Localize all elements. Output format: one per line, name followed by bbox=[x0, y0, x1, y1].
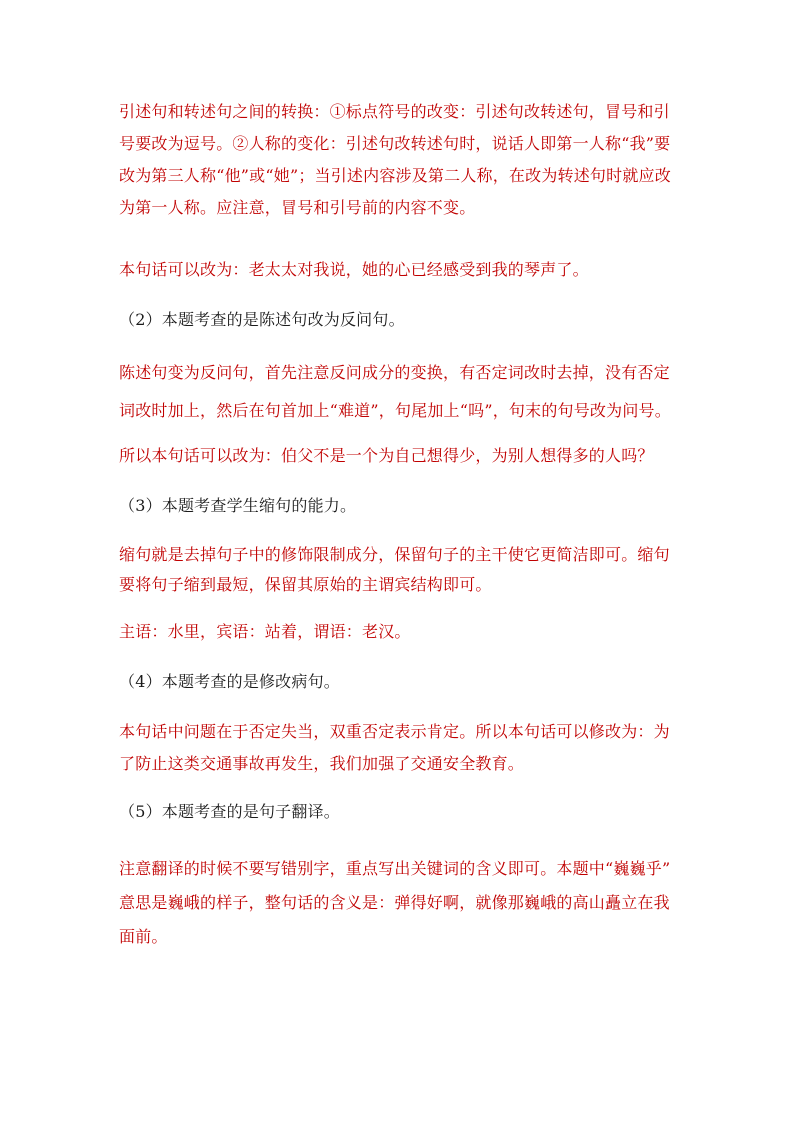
paragraph-translation bbox=[119, 852, 670, 954]
text-line: 缩句就是去掉句子中的修饰限制成分，保留句子的主干使它更简洁即可。缩句 bbox=[119, 545, 670, 564]
text-line: 为第一人称。应注意，冒号和引号前的内容不变。 bbox=[119, 198, 476, 217]
text-line: 意思是巍峨的样子，整句话的含义是：弹得好啊，就像那巍峨的高山矗立在我 bbox=[119, 893, 670, 912]
text-line: 所以本句话可以改为：伯父不是一个为自己想得少，为别人想得多的人吗？ bbox=[119, 446, 654, 465]
text-line: 号要改为逗号。②人称的变化：引述句改转述句时，说话人即第一人称“我”要 bbox=[119, 134, 671, 153]
paragraph-rhetorical-question bbox=[119, 354, 671, 430]
heading-question-4 bbox=[119, 666, 340, 698]
text-line: （2）本题考查的是陈述句改为反问句。 bbox=[119, 310, 405, 329]
text-line: 要将句子缩到最短，保留其原始的主谓宾结构即可。 bbox=[119, 575, 492, 594]
text-line: 词改时加上，然后在句首加上“难道”，句尾加上“吗”，句末的句号改为问号。 bbox=[119, 401, 671, 420]
paragraph-sentence-shortening bbox=[119, 540, 670, 600]
text-line: 改为第三人称“他”或“她”；当引述内容涉及第二人称，在改为转述句时就应改 bbox=[119, 166, 671, 185]
heading-question-2 bbox=[119, 304, 405, 336]
text-line: 注意翻译的时候不要写错别字，重点写出关键词的含义即可。本题中“巍巍乎” bbox=[119, 859, 671, 878]
text-line: 陈述句变为反问句，首先注意反问成分的变换，有否定词改时去掉，没有否定 bbox=[119, 363, 670, 382]
text-line: （4）本题考查的是修改病句。 bbox=[119, 672, 340, 691]
text-line: （5）本题考查的是句子翻译。 bbox=[119, 802, 340, 821]
text-line: 主语：水里，宾语：站着，谓语：老汉。 bbox=[119, 622, 411, 641]
paragraph-answer-2 bbox=[119, 440, 654, 472]
heading-question-3 bbox=[119, 490, 356, 522]
text-line: 本句话可以改为：老太太对我说，她的心已经感受到我的琴声了。 bbox=[119, 260, 589, 279]
text-line: 面前。 bbox=[119, 927, 168, 946]
heading-question-5 bbox=[119, 796, 340, 828]
paragraph-sentence-correction bbox=[119, 716, 670, 780]
text-line: 了防止这类交通事故再发生，我们加强了交通安全教育。 bbox=[119, 754, 525, 773]
text-line: （3）本题考查学生缩句的能力。 bbox=[119, 496, 357, 515]
text-line: 引述句和转述句之间的转换：①标点符号的改变：引述句改转述句，冒号和引 bbox=[119, 102, 670, 121]
paragraph-answer-3 bbox=[119, 616, 411, 648]
text-line: 本句话中问题在于否定失当，双重否定表示肯定。所以本句话可以修改为：为 bbox=[119, 722, 670, 741]
paragraph-answer-1 bbox=[119, 254, 589, 286]
paragraph-quote-conversion bbox=[119, 96, 671, 224]
